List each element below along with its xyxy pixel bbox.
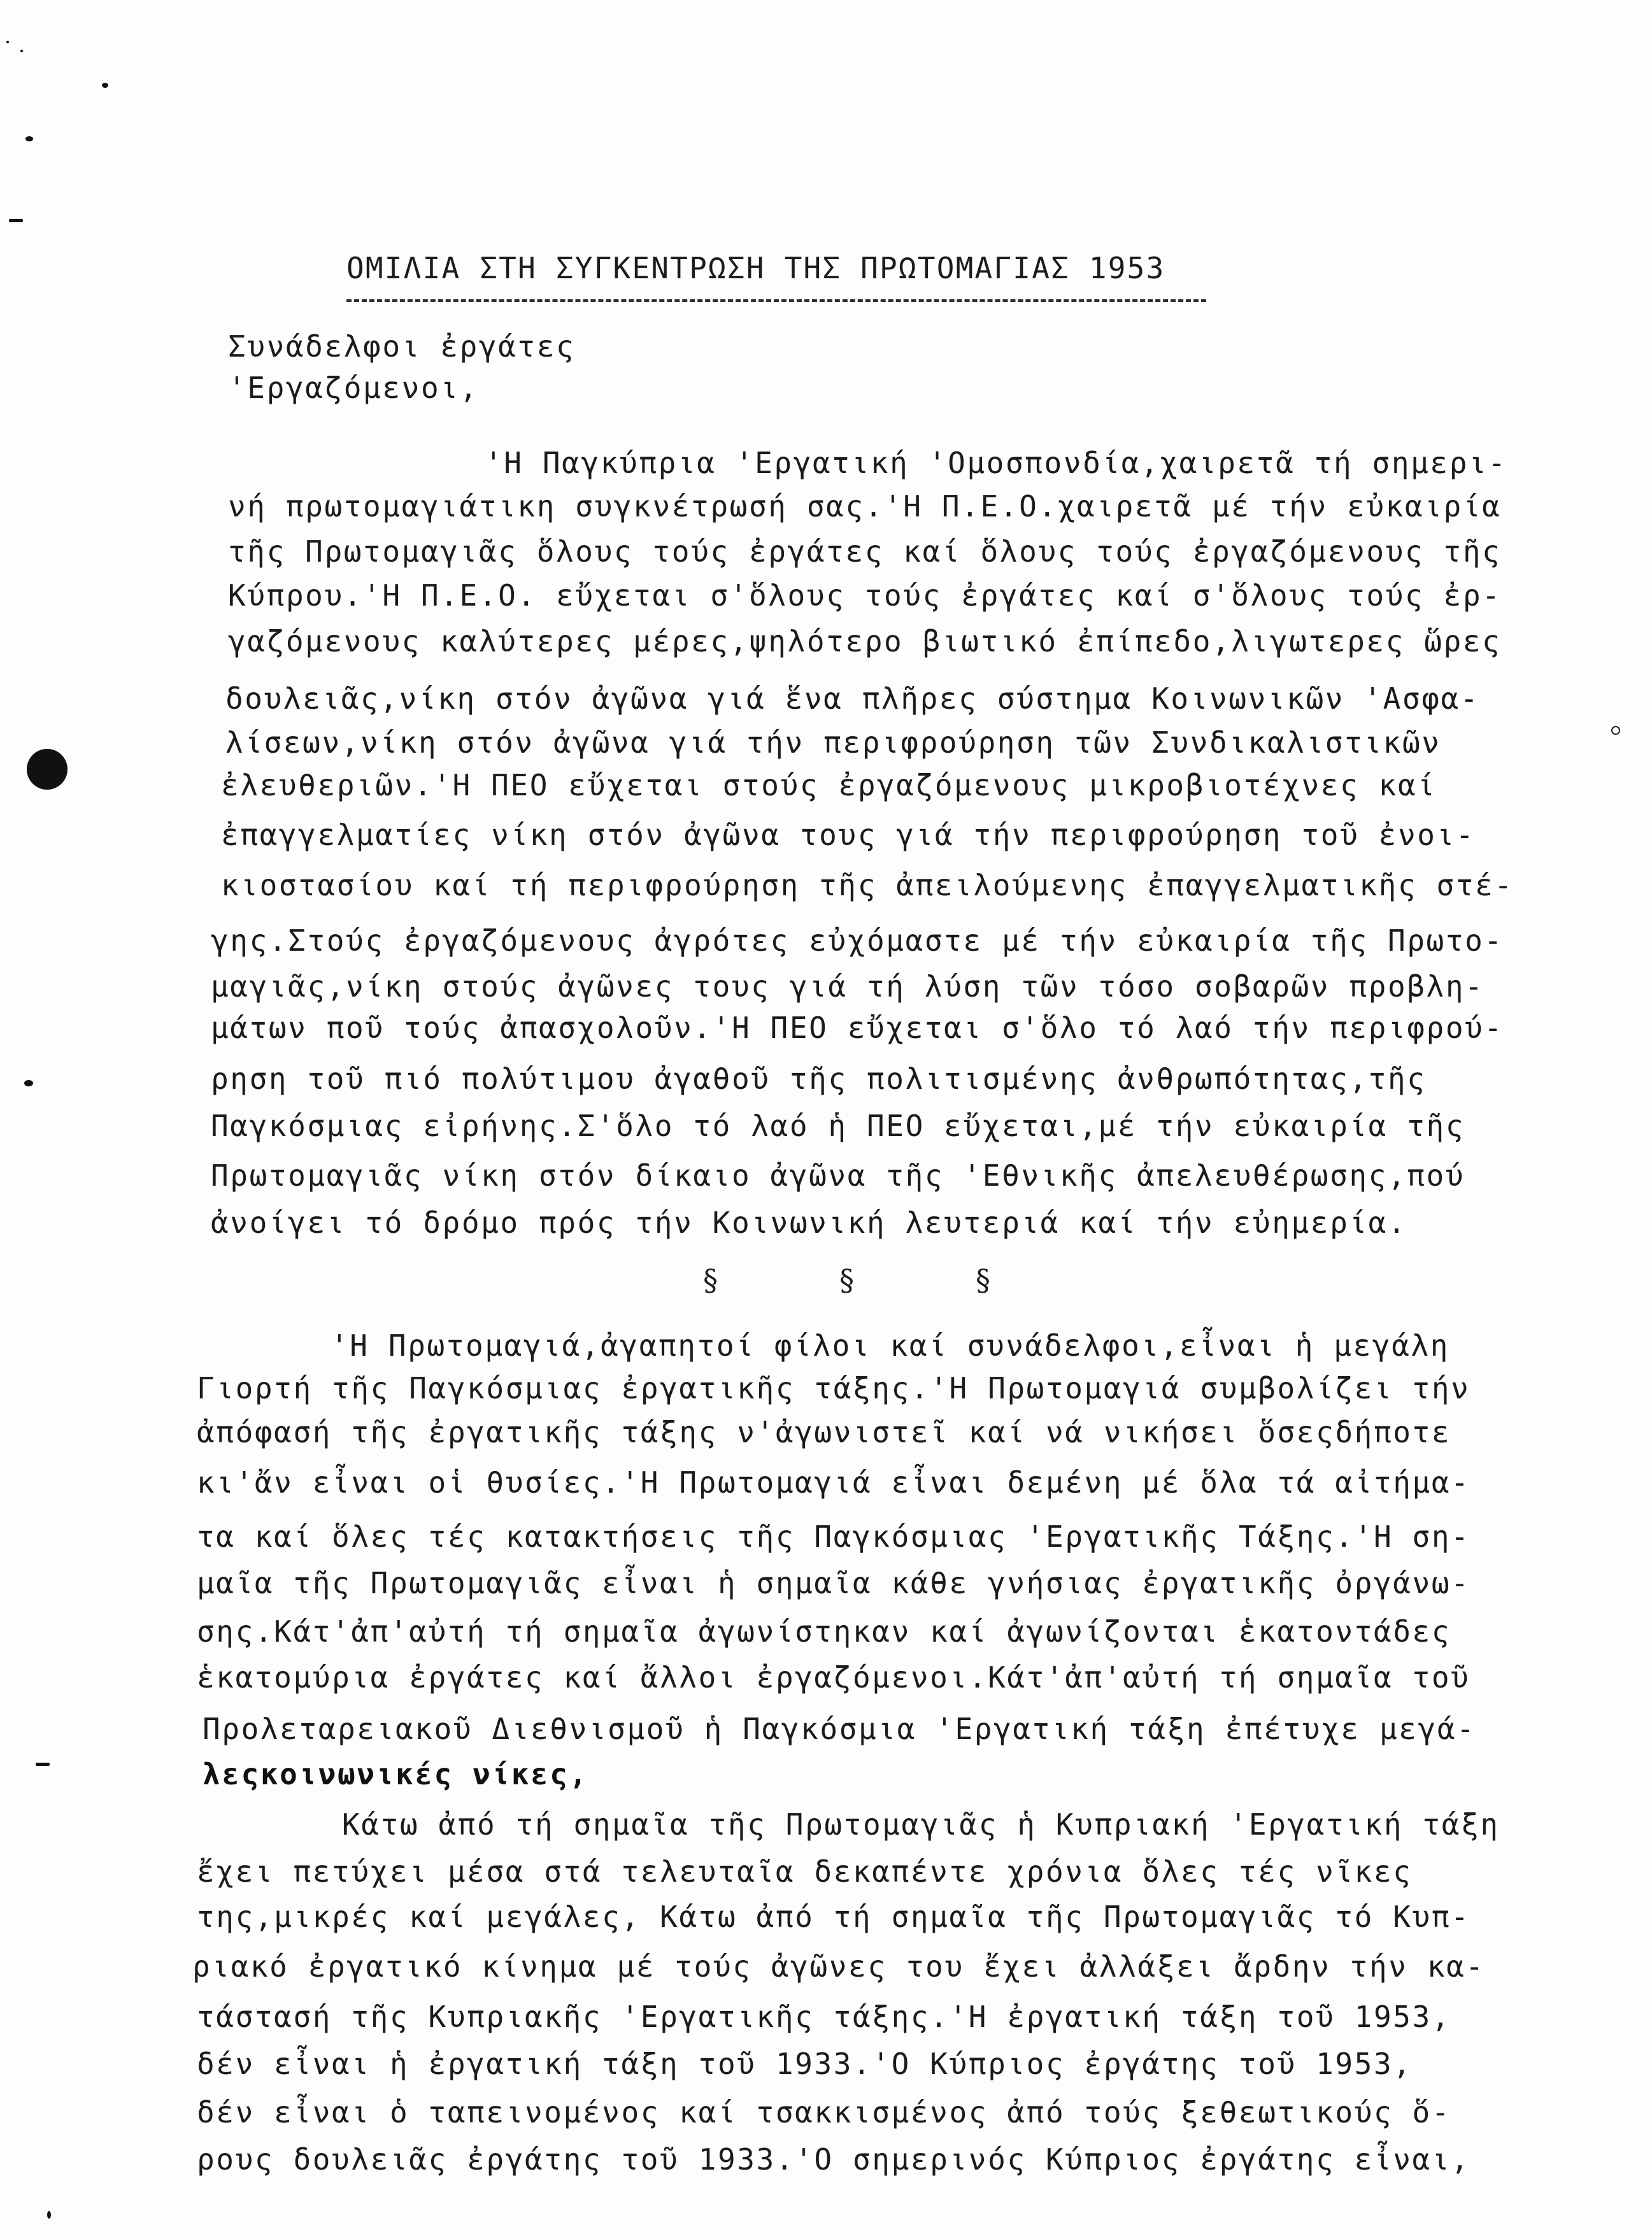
scan-speck xyxy=(36,1763,50,1766)
text-line: Παγκόσμιας εἰρήνης.Σ'ὅλο τό λαό ἡ ΠΕΟ εὔχεται,μέ τήν εὐκαιρία τῆς xyxy=(211,1109,1465,1143)
text-line: τῆς Πρωτομαγιᾶς ὅλους τούς ἐργάτες καί ὅλους τούς ἐργαζόμενους τῆς xyxy=(228,534,1502,569)
scan-speck xyxy=(25,136,33,141)
scan-speck xyxy=(1611,726,1620,735)
text-line: κιοστασίου καί τή περιφρούρηση τῆς ἀπειλούμενης ἐπαγγελματικῆς στέ- xyxy=(221,868,1514,902)
scan-speck xyxy=(20,50,23,52)
text-line: 'Η Πρωτομαγιά,ἀγαπητοί φίλοι καί συνάδελφοι,εἶναι ἡ μεγάλη xyxy=(331,1328,1450,1363)
text-line: Προλεταρειακοῦ Διεθνισμοῦ ἡ Παγκόσμια 'Εργατική τάξη ἐπέτυχε μεγά- xyxy=(203,1712,1476,1746)
text-line: λίσεων,νίκη στόν ἀγῶνα γιά τήν περιφρούρηση τῶν Συνδικαλιστικῶν xyxy=(225,725,1441,760)
salutation-line: Συνάδελφοι ἐργάτες xyxy=(228,329,576,364)
text-line: ριακό ἐργατικό κίνημα μέ τούς ἀγῶνες του ἔχει ἀλλάξει ἄρδην τήν κα- xyxy=(192,1949,1485,1984)
text-line: Κάτω ἀπό τή σημαῖα τῆς Πρωτομαγιᾶς ἡ Κυπριακή 'Εργατική τάξη xyxy=(342,1807,1500,1842)
text-line: ἐπαγγελματίες νίκη στόν ἀγῶνα τους γιά τήν περιφρούρηση τοῦ ἐνοι- xyxy=(221,818,1476,852)
text-line: ἀπόφασή τῆς ἐργατικῆς τάξης ν'ἀγωνιστεῖ καί νά νικήσει ὅσεςδήποτε xyxy=(197,1415,1451,1449)
text-line: Κύπρου.'Η Π.Ε.Ο. εὔχεται σ'ὅλους τούς ἐργάτες καί σ'ὅλους τούς ἐρ- xyxy=(228,578,1502,613)
scan-speck xyxy=(9,219,23,222)
text-line: ἀνοίγει τό δρόμο πρός τήν Κοινωνική λευτεριά καί τήν εὐημερία. xyxy=(211,1205,1407,1240)
text-line: μαῖα τῆς Πρωτομαγιᾶς εἶναι ἡ σημαῖα κάθε γνήσιας ἐργατικῆς ὀργάνω- xyxy=(197,1566,1470,1600)
scan-speck xyxy=(24,1080,33,1086)
text-line: δέν εἶναι ἡ ἐργατική τάξη τοῦ 1933.'Ο Κύπριος ἐργάτης τοῦ 1953, xyxy=(197,2047,1413,2081)
text-line: νή πρωτομαγιάτικη συγκνέτρωσή σας.'Η Π.Ε.Ο.χαιρετᾶ μέ τήν εὐκαιρία xyxy=(228,489,1502,523)
section-mark: § xyxy=(703,1263,718,1297)
text-line: ἐλευθεριῶν.'Η ΠΕΟ εὔχεται στούς ἐργαζόμενους μικροβιοτέχνες καί xyxy=(221,768,1437,802)
text-line: ρηση τοῦ πιό πολύτιμου ἀγαθοῦ τῆς πολιτισμένης ἀνθρωπότητας,τῆς xyxy=(211,1062,1427,1096)
text-line: μαγιᾶς,νίκη στούς ἀγῶνες τους γιά τή λύση τῶν τόσο σοβαρῶν προβλη- xyxy=(211,969,1485,1004)
section-mark: § xyxy=(839,1263,854,1297)
scan-speck xyxy=(6,41,9,43)
text-line: γαζόμενους καλύτερες μέρες,ψηλότερο βιωτικό ἐπίπεδο,λιγωτερες ὥρες xyxy=(228,624,1502,658)
section-mark: § xyxy=(976,1263,990,1297)
overtyped-line: λεςκοινωνικές νίκες, xyxy=(203,1757,588,1791)
text-line: ρους δουλειᾶς ἐργάτης τοῦ 1933.'Ο σημερινός Κύπριος ἐργάτης εἶναι, xyxy=(197,2142,1470,2177)
text-line: Γιορτή τῆς Παγκόσμιας ἐργατικῆς τάξης.'Η Πρωτομαγιά συμβολίζει τήν xyxy=(197,1371,1470,1405)
text-line: τάστασή τῆς Κυπριακῆς 'Εργατικῆς τάξης.'Η ἐργατική τάξη τοῦ 1953, xyxy=(197,2000,1451,2034)
text-line: κι'ἄν εἶναι οἱ θυσίες.'Η Πρωτομαγιά εἶναι δεμένη μέ ὅλα τά αἰτήμα- xyxy=(197,1465,1470,1500)
title-underline xyxy=(346,299,1206,302)
text-line: Πρωτομαγιᾶς νίκη στόν δίκαιο ἀγῶνα τῆς 'Εθνικῆς ἀπελευθέρωσης,πού xyxy=(211,1158,1465,1193)
text-line: ἔχει πετύχει μέσα στά τελευταῖα δεκαπέντε χρόνια ὅλες τές νῖκες xyxy=(197,1854,1413,1889)
scan-speck xyxy=(102,83,108,88)
text-line: γης.Στούς ἐργαζόμενους ἀγρότες εὐχόμαστε μέ τήν εὐκαιρία τῆς Πρωτο- xyxy=(211,923,1504,958)
text-line: της,μικρές καί μεγάλες, Κάτω ἀπό τή σημαῖα τῆς Πρωτομαγιᾶς τό Κυπ- xyxy=(197,1900,1470,1934)
text-line: δέν εἶναι ὁ ταπεινομένος καί τσακκισμένος ἀπό τούς ξεθεωτικούς ὅ- xyxy=(197,2095,1451,2129)
text-line: μάτων ποῦ τούς ἀπασχολοῦν.'Η ΠΕΟ εὔχεται σ'ὅλο τό λαό τήν περιφρού- xyxy=(211,1011,1504,1045)
salutation-line: 'Εργαζόμενοι, xyxy=(228,371,479,405)
text-line: 'Η Παγκύπρια 'Εργατική 'Ομοσπονδία,χαιρετᾶ τή σημερι- xyxy=(485,446,1507,480)
text-line: δουλειᾶς,νίκη στόν ἀγῶνα γιά ἕνα πλῆρες σύστημα Κοινωνικῶν 'Ασφα- xyxy=(225,681,1480,716)
scan-blot xyxy=(27,749,68,790)
document-title: ΟΜΙΛΙΑ ΣΤΗ ΣΥΓΚΕΝΤΡΩΣΗ ΤΗΣ ΠΡΩΤΟΜΑΓΙΑΣ 1953 xyxy=(346,251,1165,285)
text-line: ἑκατομύρια ἐργάτες καί ἄλλοι ἐργαζόμενοι.Κάτ'ἀπ'αὐτή τή σημαῖα τοῦ xyxy=(197,1660,1470,1695)
text-line: τα καί ὅλες τές κατακτήσεις τῆς Παγκόσμιας 'Εργατικῆς Τάξης.'Η ση- xyxy=(197,1519,1470,1554)
text-line: σης.Κάτ'ἀπ'αὐτή τή σημαῖα ἀγωνίστηκαν καί ἀγωνίζονται ἑκατοντάδες xyxy=(197,1614,1451,1649)
scan-speck xyxy=(47,2211,51,2219)
